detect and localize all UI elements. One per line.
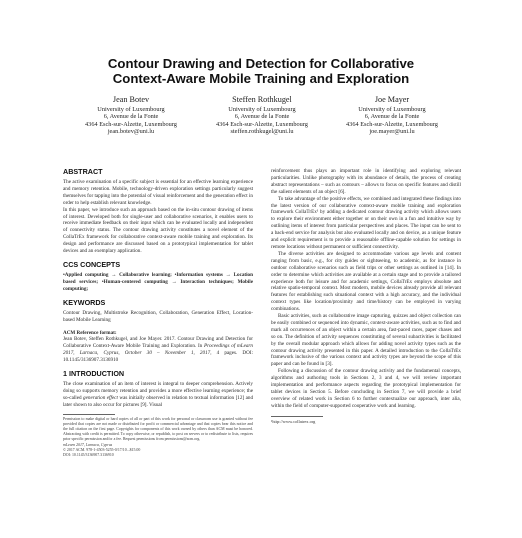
author-email: joe.mayer@uni.lu: [369, 128, 415, 136]
author-affiliation: University of Luxembourg: [97, 105, 165, 113]
author-affiliation: University of Luxembourg: [358, 105, 426, 113]
author-address-city: 4364 Esch-sur-Alzette, Luxembourg: [346, 120, 438, 128]
footnote-rule: [271, 416, 323, 417]
footnote-collatrex-url: ¹http://www.collatrex.org: [271, 418, 316, 424]
author-email: jean.botev@uni.lu: [107, 128, 155, 136]
author-address: 6, Avenue de la Fonte: [103, 113, 159, 121]
permission-doi: DOI: 10.1145/3136907.3136910: [63, 453, 114, 458]
acm-reference-heading: ACM Reference format:: [63, 329, 117, 336]
author-name: Jean Botev: [112, 95, 150, 104]
author-name: Steffen Rothkugel: [232, 95, 292, 104]
author-block-mayer: [327, 95, 457, 136]
introduction-paragraph: [63, 381, 253, 409]
introduction-heading: 1 INTRODUCTION: [63, 369, 125, 379]
author-name: Joe Mayer: [374, 95, 410, 104]
permission-copyright: © 2017 ACM. 978-1-4503-5255-0/17/10...$15.00: [63, 447, 141, 452]
introduction-text: The close examination of an item of interest is integral to deeper comprehension. Actively doing so supports memory retention and provides a more effective learning experience; the so-called: [63, 381, 253, 401]
author-affiliation: University of Luxembourg: [228, 105, 296, 113]
body-paragraph-3: The diverse activities are designed to accommodate various age levels and content ranging from basic, e.g., for city guides or sightseeing, to academic, as for instance in outdoor collaborative scenarios such as field trips or other settings as outlined in [14]. In order to determine which activities are available at a certain stage and to provide a tailored experience both for leisure and for academic settings, CollaTrEx employs absolute and relative spatio-temporal context. Most modern, mobile devices already provide all relevant features for establishing such situational context with a high accuracy, and the individual context types like location/proximity and time/history can be employed in varying combinations.: [271, 250, 461, 313]
author-address: 6, Avenue de la Fonte: [364, 113, 420, 121]
introduction-text-tail: was initially observed in relation to textual information [12] and later shown to also occur for pictures [9]. Visual: [63, 394, 254, 408]
body-paragraph-4: Basic activities, such as collaborative image capturing, quizzes and object collection can be easily combined or sequenced into dynamic, context-aware activities, such as to find and mark all occurrences of an object within a certain area, fast-paced races, paper chases and so on. The definition of activity sequences constituting of several subactivities is facilitated by the overall modular approach which allows for adding novel activity types such as the contour drawing activity presented in this paper. A detailed introduction to the CollaTrEx framework inclusive of the various context and activity types are beyond the scope of this paper and can be found in [3].: [271, 313, 461, 368]
permission-notice: [63, 417, 253, 459]
author-block-botev: [66, 95, 196, 136]
body-paragraph-5: Following a discussion of the contour drawing activity and the fundamental concepts, algorithms and authoring tools in Sections 2, 3 and 4, we will review important implementation and performance aspects regarding the prototypical implementation for tablet devices in Section 5. Before concluding in Section 7, we will provide a brief overview of related work in Section 6 to further contextualize our approach, inter alia, within the field of computer-supported cooperative work and learning.: [271, 368, 461, 409]
author-email: steffen.rothkugel@uni.lu: [230, 128, 294, 136]
author-address: 6, Avenue de la Fonte: [234, 113, 290, 121]
generation-effect-term: generation effect: [83, 394, 118, 401]
ccs-concepts-text: •Applied computing → Collaborative learning; •Information systems → Location based services; •Human-centered computing → Interaction techniques; Mobile computing;: [63, 271, 253, 292]
paper-title: [60, 56, 462, 86]
author-address-city: 4364 Esch-sur-Alzette, Luxembourg: [85, 120, 177, 128]
abstract-heading: ABSTRACT: [63, 167, 103, 176]
acm-reference-authors: Jean Botev, Steffen Rothkugel, and Joe Mayer. 2017. Contour Drawing and Detection for Collaborative Context-Aware Mobile Training and Exploration. In: [63, 336, 253, 350]
ccs-heading: CCS CONCEPTS: [63, 259, 121, 269]
abstract-paragraph-1: The active examination of a specific subject is essential for an effective learning experience and memory retention. Mobile, technology-driven exploration settings particularly suggest themselves for tapping into the potential of visual reinforcement and the generation effect in order to help establish relevant knowledge.: [63, 179, 253, 206]
title-line-2: Context-Aware Mobile Training and Exploration: [112, 71, 410, 86]
left-column: [63, 168, 253, 458]
acm-reference-text: [63, 336, 253, 364]
body-paragraph-2: To take advantage of the positive effects, we combined and integrated these findings into the latest version of our collaborative context-aware mobile training and exploration framework CollaTrEx¹ by adding a dedicated contour drawing activity which allows users to explore their environment either together or on their own in a fun and intuitive way by outlining items of interest from particular perspectives and places. The input can be sent to a back-end service for analysis but also evaluated locally and on device, as a unique feature and explicit requirement is to provide a reasonable offline-capable solution for settings in remote locations without permanent or sufficient connectivity.: [271, 195, 461, 250]
body-paragraph-1: reinforcement thus plays an important role in identifying and exploring relevant particularities. Unlike photography with its abundance of details, the process of creating abstract representations – such as contours – allows to focus on specific features and distill the salient elements of an object [6].: [271, 168, 461, 195]
keywords-heading: KEYWORDS: [63, 297, 106, 307]
footnote-rule: [63, 414, 115, 415]
title-line-1: Contour Drawing and Detection for Collaborative: [107, 56, 415, 71]
right-column: [271, 168, 461, 424]
author-block-rothkugel: [197, 95, 327, 136]
permission-text: Permission to make digital or hard copies of all or part of this work for personal or classroom use is granted without fee provided that copies are not made or distributed for profit or commercial advantage and that copies bear this notice and the full citation on the first page. Copyrights for components of this work owned by others than ACM must be honored. Abstracting with credit is permitted. To copy otherwise, or republish, to post on servers or to redistribute to lists, requires prior specific permission and/or a fee. Request permissions from permissions@acm.org.: [63, 416, 253, 442]
author-address-city: 4364 Esch-sur-Alzette, Luxembourg: [216, 120, 308, 128]
acm-reference-tail: , 4 pages. DOI: 10.1145/3136907.3136910: [63, 350, 253, 364]
permission-venue: mLearn 2017, Larnaca, Cyprus: [63, 442, 113, 447]
keywords-text: Contour Drawing, Multistroke Recognition, Collaboration, Generation Effect, Location-based Mobile Learning: [63, 309, 253, 323]
acm-reference-venue: Proceedings of mLearn 2017, Larnaca, Cyprus, October 30 – November 1, 2017: [63, 343, 253, 357]
abstract-paragraph-2: In this paper, we introduce such an approach based on the in-situ contour drawing of items of interest. Developed both for single-user and collaborative scenarios, it enables users to receive immediate feedback on their input which can be evaluated locally and independent of connectivity status. The contour drawing activity constitutes a novel element of the CollaTrEx framework for collaborative context-aware mobile training and exploration. Its design and performance are discussed based on a prototypical implementation for tablet devices and an exemplary application.: [63, 206, 253, 255]
